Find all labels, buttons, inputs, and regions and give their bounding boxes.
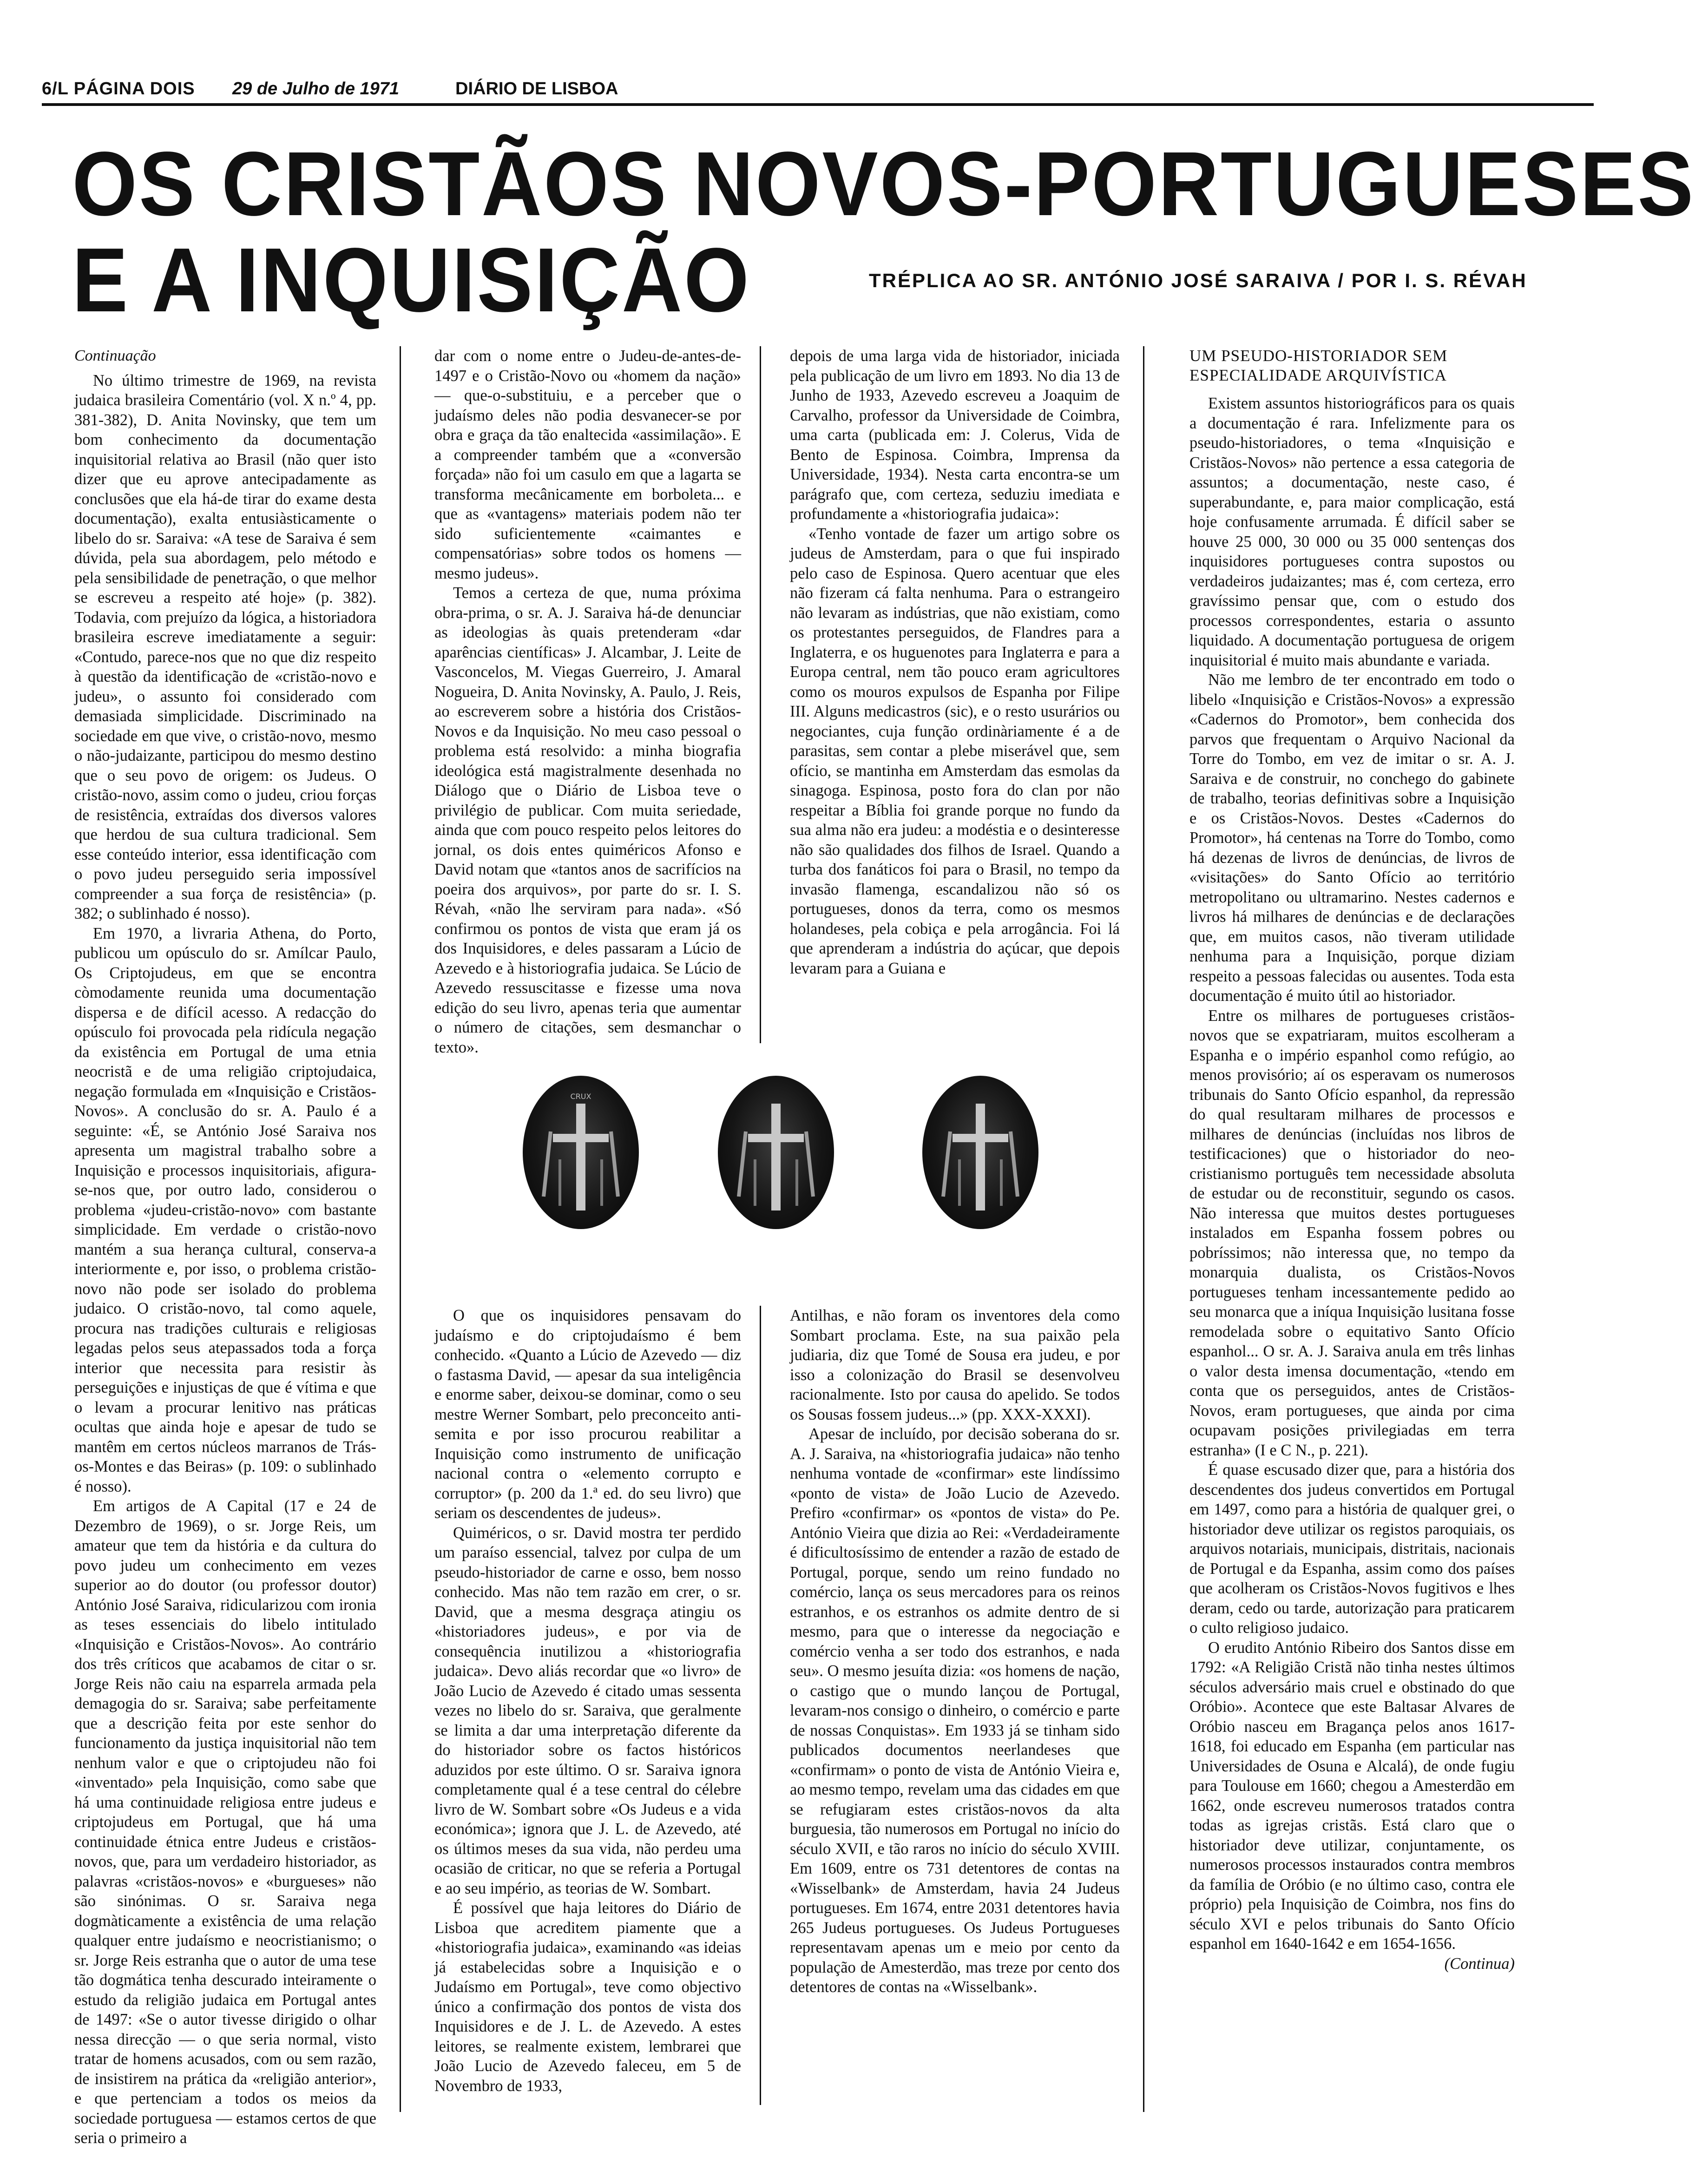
inquisition-emblem-image — [523, 1076, 639, 1229]
paragraph: Não me lembro de ter encontrado em todo o libelo «Inquisição e Cristãos-Novos» a expressão «Cadernos do Promotor», bem conhecida dos parvos que frequentam o Arquivo Nacional da Torre do Tombo, em vez de imitar o sr. A. J. Saraiva e de construir, no conchego do gabinete de trabalho, teorias definitivas sobre a Inquisição e os Cristãos-Novos. Destes «Cadernos do Promotor», há centenas na Torre do Tombo, como há dezenas de livros de denúncias, de livros de «visitações» do Santo Ofício ao território metropolitano ou ultramarino. Nestes cadernos e livros há milhares de denúncias e de declarações que, em muitos casos, não tiveram utilidade nenhuma para a Inquisição, porque diziam respeito a pessoas falecidas ou ausentes. Toda esta documentação é muito útil ao historiador. — [1189, 671, 1515, 1005]
article-column-1 — [74, 346, 376, 2147]
headline-line-1: OS CRISTÃOS NOVOS-PORTUGUESES — [72, 133, 1695, 235]
paragraph: «Tenho vontade de fazer um artigo sobre os judeus de Amsterdam, para o que fui inspirado pelo caso de Espinosa. Quero acentuar que eles não fizeram cá falta nenhuma. Para o estrangeiro não levaram as indústrias, que não existiam, como os protestantes perseguidos, de Flandres para a Inglaterra, e os huguenotes para Inglaterra e para a Europa central, nem tão pouco eram agricultores como os mouros expulsos de Espanha por Filipe III. Alguns medicastros (sic), e o resto usurários ou negociantes, cuja função ordinàriamente é a de parasitas, sem contar a plebe miserável que, sem ofício, se mantinha em Amsterdam das esmolas da sinagoga. Espinosa, posto fora do clan por não respeitar a Bíblia foi grande porque no fundo da sua alma não era judeu: a modéstia e o desinteresse não são qualidades dos filhos de Israel. Quando a turba dos fanáticos foi para o Brasil, no tempo da invasão flamenga, escandalizou não só os portugueses, donos da terra, como os mesmos holandeses, pela cobiça e pela arrogância. Foi lá que aprenderam a indústria do açúcar, que depois levaram para a Guiana e — [790, 525, 1120, 977]
paragraph: Entre os milhares de portugueses cristãos-novos que se expatriaram, muitos escolheram a Espanha e o império espanhol como refúgio, ao menos provisório; aí os esperavam os numerosos tribunais do Santo Ofício espanhol, da repressão do qual resultaram milhares de processos e milhares de denúncias (incluídas nos libros de testificaciones) que o historiador do neo-cristianismo português tem necessidade absoluta de estudar ou de reconstituir, segundo os casos. Não interessa que muitos destes portugueses instalados em Espanha fossem pobres ou pobríssimos; não interessa que, no tempo da monarquia dualista, os Cristãos-Novos portugueses tenham incessantemente pedido ao seu monarca que a iníqua Inquisição lusitana fosse remodelada sobre o equitativo Santo Ofício espanhol... O sr. A. J. Saraiva anula em três linhas o valor desta imensa documentação, «tendo em conta que os perseguidos, antes de Cristãos-Novos, eram portugueses, que ainda por cima ocupavam posições privilegiadas em terra estranha» (I e C N., p. 221). — [1189, 1006, 1515, 1459]
paragraph: Quiméricos, o sr. David mostra ter perdido um paraíso essencial, talvez por culpa de um pseudo-historiador de carne e osso, bem nosso conhecido. Mas não tem razão em crer, o sr. David, que a mesma desgraça atingiu os «historiadores judeus», e por via de consequência inutilizou a «historiografia judaica». Devo aliás recordar que «o livro» de João Lucio de Azevedo é citado umas sessenta vezes no libelo do sr. Saraiva, que geralmente se limita a dar uma interpretação diferente da do historiador sobre os factos históricos aduzidos por este último. O sr. Saraiva ignora completamente qual é a tese central do célebre livro de W. Sombart sobre «Os Judeus e a vida económica»; ignora que J. L. de Azevedo, até os últimos meses da sua vida, não perdeu uma ocasião de criticar, no que se referia a Portugal e ao seu império, as teorias de W. Sombart. — [434, 1524, 741, 1897]
paragraph: É quase escusado dizer que, para a história dos descendentes dos judeus convertidos em Portugal em 1497, como para a história de qualquer grei, o historiador deve utilizar os registos paroquiais, os arquivos notariais, municipais, distritais, nacionais de Portugal e da Espanha, assim como dos países que acolheram os Cristãos-Novos fugitivos e lhes deram, cedo ou tarde, autorização para praticarem o culto religioso judaico. — [1189, 1461, 1515, 1637]
header-rule — [42, 103, 1594, 106]
paragraph: Apesar de incluído, por decisão soberana do sr. A. J. Saraiva, na «historiografia judaica» não tenho nenhuma vontade de «confirmar» este lindíssimo «ponto de vista» de João Lucio de Azevedo. Prefiro «confirmar» os «pontos de vista» do Pe. António Vieira que dizia ao Rei: «Verdadeiramente é dificultosíssimo de entender a razão de estado de Portugal, porque, sendo um reino fundado no comércio, lança os seus mercadores para os reinos estranhos, e os estranhos os admite dentro de si mesmo, para que o interesse da negociação e comércio venha a ser todo dos estranhos, e nada seu». O mesmo jesuíta dizia: «os homens de nação, o castigo que o mundo lançou de Portugal, levaram-nos consigo o dinheiro, o comércio e parte de nossas Conquistas». Em 1933 já se tinham sido publicados documentos neerlandeses que «confirmam» o ponto de vista de António Vieira e, ao mesmo tempo, revelam uma das cidades em que se refugiaram estes cristãos-novos da alta burguesia, tão numerosos em Portugal no início do século XVII, e tão raros no início do século XVIII. Em 1609, entre os 731 detentores de contas na «Wisselbank» de Amsterdam, havia 24 Judeus portugueses. Em 1674, entre 2031 detentores havia 265 Judeus portugueses. Os Judeus Portugueses representavam apenas um e meio por cento da população de Amesterdão, mas treze por cento dos detentores de contas na «Wisselbank». — [790, 1425, 1120, 1996]
inquisition-emblem-image — [922, 1076, 1038, 1229]
paragraph: Temos a certeza de que, numa próxima obra-prima, o sr. A. J. Saraiva há-de denunciar as ideologias às quais pretenderam «dar aparências científicas» J. Alcambar, J. Leite de Vasconcelos, M. Viegas Guerreiro, J. Amaral Nogueira, D. Anita Novinsky, A. Paulo, J. Reis, ao escreverem sobre a história dos Cristãos-Novos e da Inquisição. No meu caso pessoal o problema está resolvido: a minha biografia ideológica está magistralmente desenhada no Diálogo que o Diário de Lisboa teve o privilégio de publicar. Com muita seriedade, ainda que com pouco respeito pelos leitores do jornal, os dois entes quiméricos Afonso e David notam que «tantos anos de sacrifícios na poeira dos arquivos», por parte do sr. I. S. Révah, «não lhe serviram para nada». «Só confirmou os pontos de vista que eram já os dos Inquisidores, e deles passaram a Lúcio de Azevedo e à historiografia judaica. Se Lúcio de Azevedo ressuscitasse e fizesse uma nova edição do seu livro, apenas teria que aumentar o número de citações, sem desmanchar o texto». — [434, 584, 741, 1056]
paragraph: Antilhas, e não foram os inventores dela como Sombart proclama. Este, na sua paixão pela judiaria, diz que Tomé de Sousa era judeu, e por isso a colonização do Brasil se desenvolveu racionalmente. Isto por causa do apelido. Se todos os Sousas fossem judeus...» (pp. XXX-XXXI). — [790, 1307, 1120, 1423]
paragraph: É possível que haja leitores do Diário de Lisboa que acreditem piamente que a «historiografia judaica», examinando «as ideias já estabelecidas sobre a Inquisição e o Judaísmo em Portugal», teve como objectivo único a confirmação dos pontos de vista dos Inquisidores e de J. L. de Azevedo. A estes leitores, se realmente existem, lembrarei que João Lucio de Azevedo faleceu, em 5 de Novembro de 1933, — [434, 1899, 741, 2095]
column-divider — [760, 1306, 761, 2105]
paragraph: Em artigos de A Capital (17 e 24 de Dezembro de 1969), o sr. Jorge Reis, um amateur que tem da história e da cultura do povo judeu um conhecimento em vezes superior ao do doutor (ou professor doutor) António José Saraiva, ridicularizou com ironia as teses essenciais do libelo intitulado «Inquisição e Cristãos-Novos». Ao contrário dos três críticos que acabamos de citar o sr. Jorge Reis não caiu na esparrela armada pela demagogia do sr. Saraiva; sabe perfeitamente que a descrição feita por este senhor do funcionamento da justiça inquisitorial não tem nenhum valor e que o criptojudeu não foi «inventado» pela Inquisição, como sabe que há uma continuidade religiosa entre judeus e criptojudeus em Portugal, que há uma continuidade étnica entre Judeus e cristãos-novos, que, para um verdadeiro historiador, as palavras «cristãos-novos» e «burgueses» não são sinónimas. O sr. Saraiva nega dogmàticamente a existência de uma relação qualquer entre judaísmo e neocristianismo; o sr. Jorge Reis estranha que o autor de uma tese tão dogmática tenha descurado inteiramente o estudo da religião judaica em Portugal antes de 1497: «Se o autor tivesse dirigido o olhar nessa direcção — o que seria normal, visto tratar de homens acusados, com ou sem razão, de insistirem na prática da «religião anterior», e que pertenciam a todos os meios da sociedade portuguesa — estamos certos de que seria o primeiro a — [74, 1497, 376, 2147]
article-column-4 — [1189, 346, 1515, 2112]
emblem-caption: CRUX — [570, 1092, 591, 1101]
continued-label: (Continua) — [1444, 1954, 1515, 1973]
page-header — [42, 79, 618, 99]
section-heading: UM PSEUDO-HISTORIADOR SEM ESPECIALIDADE ARQUIVÍSTICA — [1189, 347, 1448, 384]
paragraph: No último trimestre de 1969, na revista judaica brasileira Comentário (vol. X n.º 4, pp. 381-382), D. Anita Novinsky, que tem um bom conhecimento da documentação inquisitorial relativa ao Brasil (não quer isto dizer que eu aprove antecipadamente as conclusões que ela há-de tirar do exame desta documentação), exalta entusiàsticamente o libelo do sr. Saraiva: «A tese de Saraiva é sem dúvida, pela sua abordagem, pelo método e pela sensibilidade de penetração, o que melhor se escreveu a respeito até hoje» (p. 382). Todavia, com prejuízo da lógica, a historiadora brasileira escreve imediatamente a seguir: «Contudo, parece-nos que no que diz respeito à questão da identificação de «cristão-novo e judeu», o assunto foi considerado com demasiada simplicidade. Discriminado na sociedade em que vive, o cristão-novo, mesmo o não-judaizante, participou do mesmo destino que o seu povo de origem: os Judeus. O cristão-novo, assim como o judeu, criou forças de resistência, extraídas dos diversos valores que herdou de sua cultura tradicional. Sem esse conteúdo interior, essa identificação com o povo judeu perseguido seria impossível compreender a sua força de resistência» (p. 382; o sublinhado é nosso). — [74, 371, 376, 922]
column-divider — [760, 346, 761, 1043]
paragraph: dar com o nome entre o Judeu-de-antes-de-1497 e o Cristão-Novo ou «homem da nação» — que-o-substituiu, e a perceber que o judaísmo deles não podia desvanecer-se por obra e graça da tão enaltecida «assimilação». E a compreender também que a «conversão forçada» não foi um casulo em que a lagarta se transforma mecânicamente em borboleta... e que as «vantagens» materiais podem não ter sido suficientemente «caimantes e compensatórias» sobre todos os homens — mesmo judeus». — [434, 347, 741, 582]
article-column-3 — [790, 346, 1120, 1043]
issue-date: 29 de Julho de 1971 — [232, 79, 400, 99]
page-number: 6/L PÁGINA DOIS — [42, 79, 195, 99]
newspaper-name: DIÁRIO DE LISBOA — [455, 79, 618, 99]
continuation-label: Continuação — [74, 347, 156, 364]
article-column-2-lower — [434, 1306, 741, 2105]
article-column-2 — [434, 346, 741, 1056]
paragraph: Em 1970, a livraria Athena, do Porto, publicou um opúsculo do sr. Amílcar Paulo, Os Criptojudeus, em que se encontra còmodamente reunida uma documentação dispersa e de difícil acesso. A redacção do opúsculo foi provocada pela ridícula negação da existência em Portugal de uma etnia neocristã e de uma religião criptojudaica, negação formulada em «Inquisição e Cristãos-Novos». A conclusão do sr. A. Paulo é a seguinte: «É, se António José Saraiva nos apresenta um magistral trabalho sobre a Inquisição e processos inquisitoriais, afigura-se-nos que, por outro lado, considerou o problema «judeu-cristão-novo» com bastante simplicidade. Em verdade o cristão-novo mantém a sua herança cultural, conserva-a interiormente e, por isso, o problema cristão-novo não pode ser isolado do problema judaico. O cristão-novo, tal como aquele, procura nas tradições culturais e religiosas legadas pelos seus atepassados toda a força interior que necessita para resistir às perseguições e injustiças de que é vítima e que o levam a procurar lenitivo nas práticas ocultas que ainda hoje e apesar de tudo se mantêm em certos núcleos marranos de Trás-os-Montes e das Beiras» (p. 109: o sublinhado é nosso). — [74, 924, 376, 1495]
article-column-3-lower — [790, 1306, 1120, 2105]
headline-line-2: E A INQUISIÇÃO — [72, 229, 751, 331]
paragraph: depois de uma larga vida de historiador, iniciada pela publicação de um livro em 1893. No dia 13 de Junho de 1933, Azevedo escreveu a Joaquim de Carvalho, professor da Universidade de Coimbra, uma carta (publicada em: J. Colerus, Vida de Bento de Espinosa. Coimbra, Imprensa da Universidade, 1934). Nesta carta encontra-se um parágrafo que, com certeza, seduziu imediata e profundamente a «historiografia judaica»: — [790, 347, 1120, 523]
paragraph: Existem assuntos historiográficos para os quais a documentação é rara. Infelizmente para os pseudo-historiadores, o tema «Inquisição e Cristãos-Novos» não pertence a essa categoria de assuntos; a documentação, neste caso, é superabundante, e, para maior complicação, está hoje confusamente arrumada. É difícil saber se houve 25 000, 30 000 ou 35 000 sentenças dos inquisidores portugueses contra supostos ou verdadeiros judaizantes; mas é, com certeza, erro gravíssimo pensar que, com o estudo dos processos correspondentes, estaria o assunto liquidado. A documentação portuguesa de origem inquisitorial é muito mais abundante e variada. — [1189, 395, 1515, 669]
paragraph: O que os inquisidores pensavam do judaísmo e do criptojudaísmo é bem conhecido. «Quanto a Lúcio de Azevedo — diz o fastasma David, — apesar da sua inteligência e enorme saber, deixou-se dominar, como o seu mestre Werner Sombart, pelo preconceito anti-semita e por isso procurou reabilitar a Inquisição como instrumento de unificação nacional contra o «elemento corrupto e corruptor» (p. 200 da 1.ª ed. do seu livro) que seriam os descendentes de judeus». — [434, 1307, 741, 1522]
headline-subtitle: TRÉPLICA AO SR. ANTÓNIO JOSÉ SARAIVA / POR I. S. RÉVAH — [869, 270, 1527, 291]
column-divider — [400, 346, 401, 2112]
paragraph: O erudito António Ribeiro dos Santos disse em 1792: «A Religião Cristã não tinha nestes últimos séculos adversário mais cruel e obstinado do que Oróbio». Acontece que este Baltasar Alvares de Oróbio nasceu em Bragança pelos anos 1617-1618, foi educado em Espanha (em particular nas Universidades de Osuna e Alcalá), de onde fugiu para Toulouse em 1660; chegou a Amesterdão em 1662, onde escreveu numerosos tratados contra todas as igrejas cristãs. Está claro que o historiador deve utilizar, conjuntamente, os numerosos processos instaurados contra membros da família de Oróbio (e no último caso, contra ele próprio) pela Inquisição de Coimbra, nos fins do século XVI e pelos tribunais do Santo Ofício espanhol em 1640-1642 e em 1654-1656. — [1189, 1638, 1515, 1953]
image-row — [432, 1055, 1176, 1259]
inquisition-emblem-image — [718, 1076, 834, 1229]
